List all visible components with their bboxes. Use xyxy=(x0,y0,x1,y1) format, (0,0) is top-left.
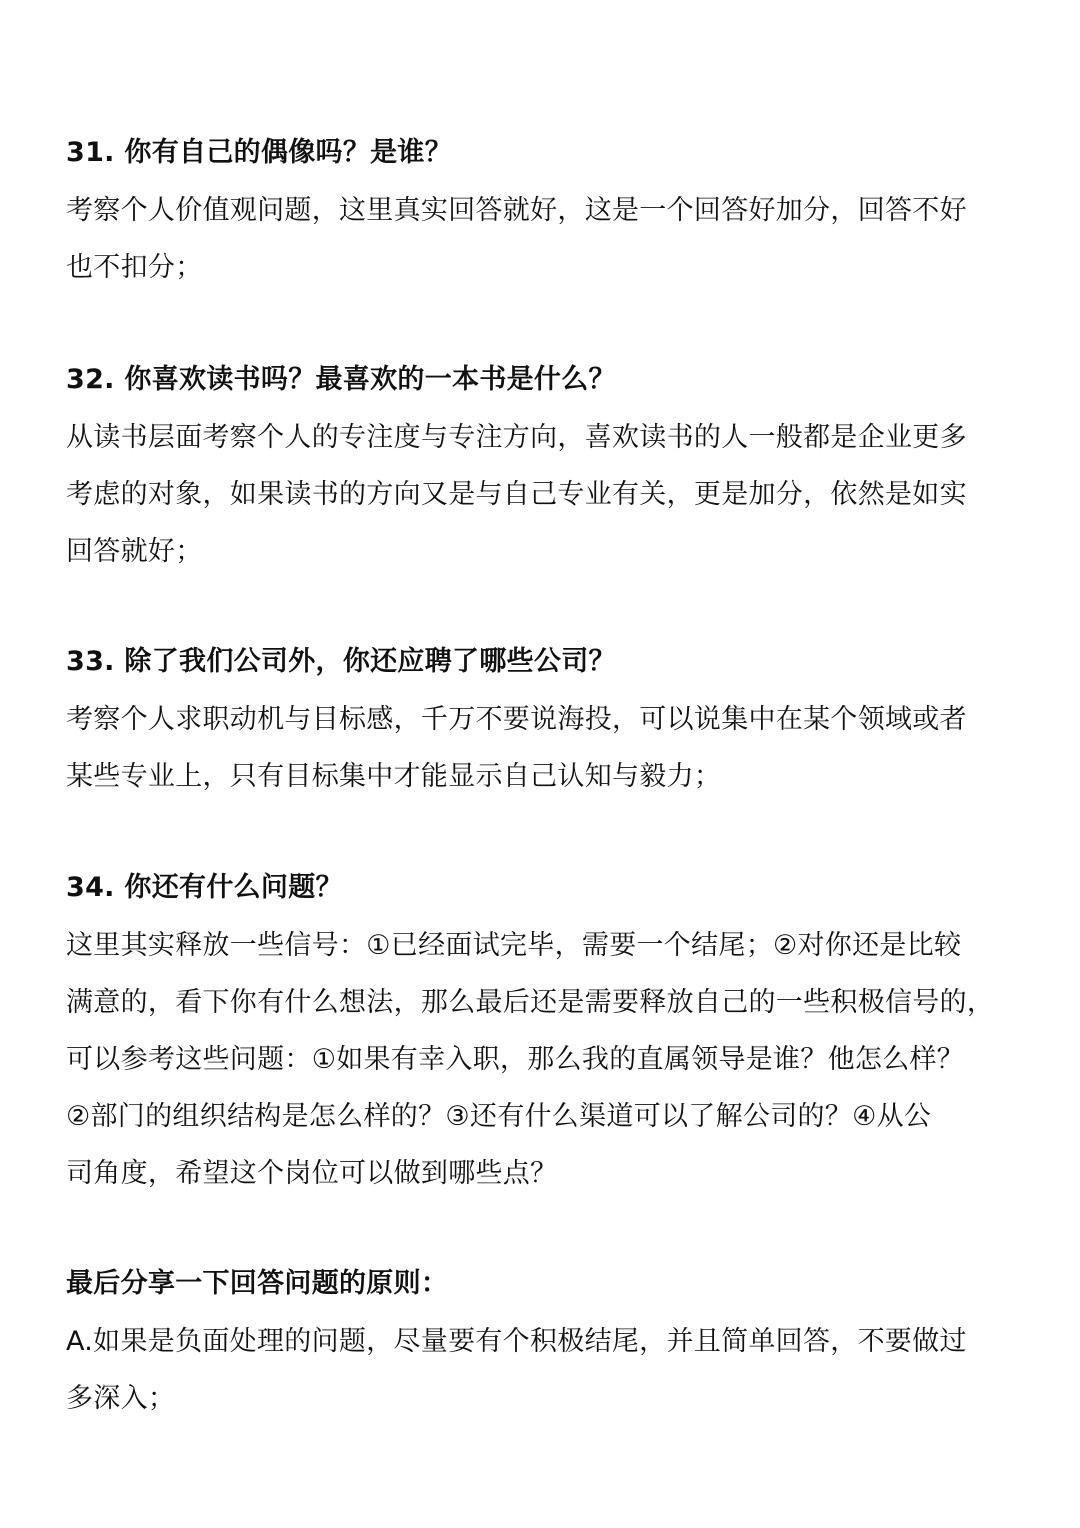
answer-text xyxy=(66,917,1024,1202)
question-34 xyxy=(66,859,1024,1202)
principles-title: 最后分享一下回答问题的原则： xyxy=(66,1268,449,1299)
answer-line: 可以参考这些问题：①如果有幸入职，那么我的直属领导是谁？他怎么样？ xyxy=(66,1044,965,1075)
answer-text xyxy=(66,182,1024,296)
question-33 xyxy=(66,633,1024,805)
answer-line: 考察个人求职动机与目标感，千万不要说海投，可以说集中在某个领域或者 xyxy=(66,704,967,735)
question-title: 32. 你喜欢读书吗？最喜欢的一本书是什么？ xyxy=(66,364,616,395)
answer-line: 某些专业上，只有目标集中才能显示自己认知与毅力； xyxy=(66,761,722,792)
principle-line: A.如果是负面处理的问题，尽量要有个积极结尾，并且简单回答，不要做过 xyxy=(66,1326,967,1357)
answer-line: 也不扣分； xyxy=(66,252,203,283)
answer-line: 考察个人价值观问题，这里真实回答就好，这是一个回答好加分，回答不好 xyxy=(66,195,967,226)
answer-line: 考虑的对象，如果读书的方向又是与自己专业有关，更是加分，依然是如实 xyxy=(66,479,967,510)
answer-line: 这里其实释放一些信号：①已经面试完毕，需要一个结尾；②对你还是比较 xyxy=(66,930,962,961)
answer-line: 从读书层面考察个人的专注度与专注方向，喜欢读书的人一般都是企业更多 xyxy=(66,422,967,453)
question-title: 34. 你还有什么问题？ xyxy=(66,872,343,903)
principle-line: 多深入； xyxy=(66,1383,176,1414)
answer-line: 满意的，看下你有什么想法，那么最后还是需要释放自己的一些积极信号的， xyxy=(66,987,995,1018)
answer-text xyxy=(66,409,1024,580)
question-32 xyxy=(66,351,1024,580)
principles-text xyxy=(66,1313,1024,1427)
answer-line: 回答就好； xyxy=(66,536,203,567)
answer-principles xyxy=(66,1255,1024,1427)
answer-text xyxy=(66,691,1024,805)
answer-line: 司角度，希望这个岗位可以做到哪些点？ xyxy=(66,1158,558,1189)
question-31 xyxy=(66,124,1024,296)
question-title: 33. 除了我们公司外，你还应聘了哪些公司？ xyxy=(66,646,616,677)
answer-line: ②部门的组织结构是怎么样的？③还有什么渠道可以了解公司的？④从公 xyxy=(66,1101,932,1132)
question-title: 31. 你有自己的偶像吗？是谁？ xyxy=(66,137,453,168)
